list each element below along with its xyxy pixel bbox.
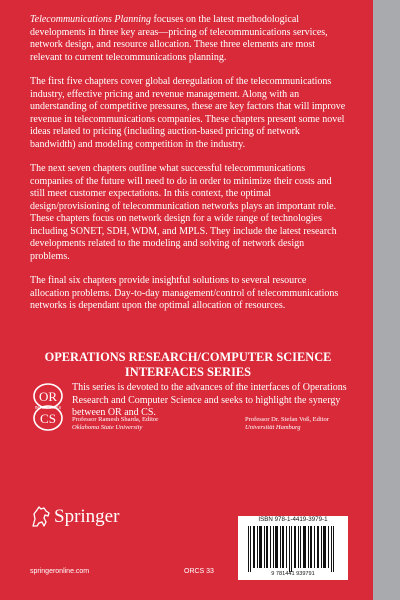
editor-2-affiliation: Universität Hamburg xyxy=(245,424,301,431)
barcode-number: 9 781441 939791 xyxy=(271,571,315,577)
series-title-line-2: INTERFACES SERIES xyxy=(124,365,252,379)
description-paragraph-2: The first five chapters cover global deregulation of the telecommunications industry, effective pricing and revenue management. Along with an understanding of competitive pressures, these are key factors that will improve revenue in telecommunications companies. These chapters present some novel ideas related to pricing (including auction-based pricing of network bandwidth) and modeling competition in the industry. xyxy=(30,76,346,150)
springer-logo xyxy=(30,505,150,529)
series-code: ORCS 33 xyxy=(184,568,214,575)
orcs-logo-middle: INTERFACES xyxy=(34,405,62,410)
isbn-label: ISBN 978-1-4419-3979-1 xyxy=(258,516,328,523)
series-description: This series is devoted to the advances of the interfaces of Operations Research and Computer Science and seeks to highlight the synergy between OR and CS. xyxy=(72,382,347,418)
orcs-logo-top: OR xyxy=(38,389,58,404)
book-title: Telecommunications Planning xyxy=(30,14,152,25)
description-paragraph-3: The next seven chapters outline what successful telecommunications companies of the future will need to do in order to minimize their costs and still meet customer expectations. In this context, the optimal design/provisioning of telecommunication networks plays an important role. These chapters focus on network design for a wide range of technologies including SONET, SDH, WDM, and MPLS. They include the latest research developments related to the modeling and solving of network design problems. xyxy=(30,163,337,262)
springer-horse-icon xyxy=(30,505,52,529)
orcs-logo xyxy=(32,382,64,432)
orcs-logo-icon xyxy=(32,382,64,432)
editor-2-name: Professor Dr. Stefan Voß, Editor xyxy=(245,416,329,423)
editor-2 xyxy=(245,416,329,432)
springer-wordmark: Springer xyxy=(54,506,120,527)
editor-1-name: Professor Ramesh Sharda, Editor xyxy=(72,416,159,423)
series-title xyxy=(30,350,346,380)
editor-1 xyxy=(72,416,158,432)
publisher-url: springeronline.com xyxy=(30,568,90,575)
series-title-line-1: OPERATIONS RESEARCH/COMPUTER SCIENCE xyxy=(44,350,332,364)
description-paragraph-1 xyxy=(30,14,346,64)
orcs-logo-bottom: CS xyxy=(40,411,56,426)
editor-1-affiliation: Oklahoma State University xyxy=(72,424,143,431)
description-paragraph-4: The final six chapters provide insightful solutions to several resource allocation problems. Day-to-day management/control of telecommunications networks is dependant upon the optimal allocation of resources. xyxy=(30,275,339,311)
barcode-panel xyxy=(238,516,348,580)
spine-edge xyxy=(373,0,400,600)
description-paragraph-1-text: focuses on the latest methodological developments in three key areas—pricing of telecommunications services, network design, and resource allocation. These three elements are most relevant to current telecommunications planning. xyxy=(30,14,328,63)
